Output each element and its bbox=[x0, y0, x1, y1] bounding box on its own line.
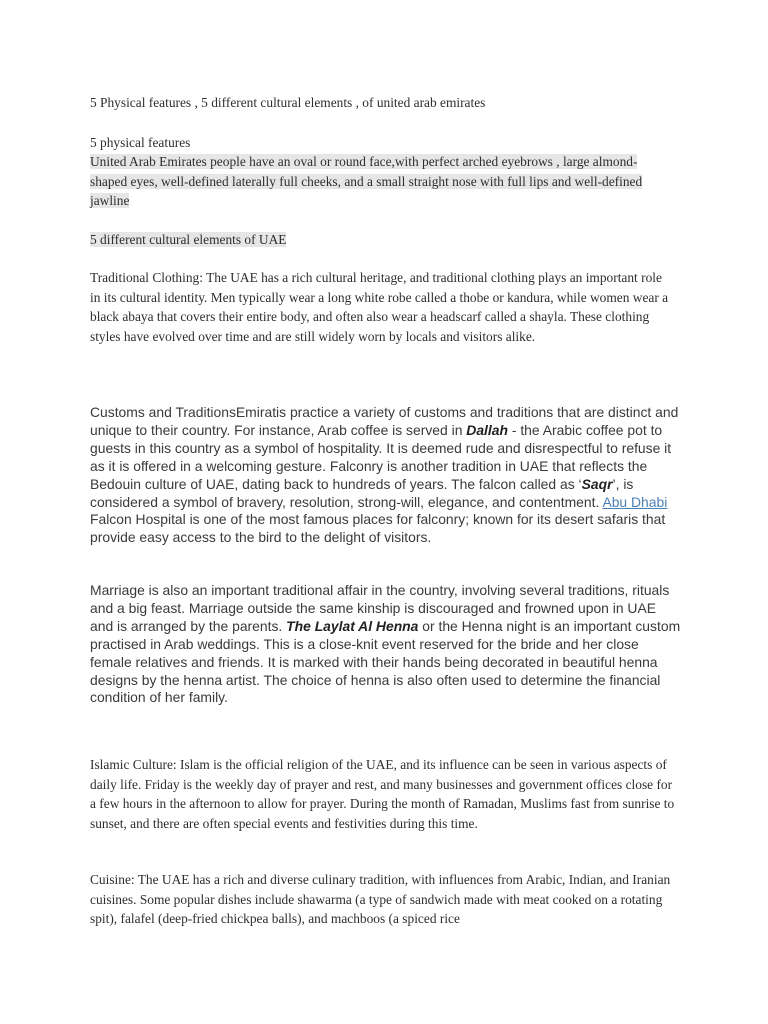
dallah-term: Dallah bbox=[466, 421, 508, 438]
cultural-elements-heading-text: 5 different cultural elements of UAE bbox=[90, 232, 287, 247]
cuisine-paragraph: Cuisine: The UAE has a rich and diverse culinary tradition, with influences from Arabic, Indian, and Iranian cuisines. Some popular dishes include shawarma (a type of sandwich made with meat cooked on a rotating spit), falafel (deep-fried chickpea balls), and machboos (a spiced rice bbox=[90, 872, 671, 927]
marriage-text-2: or the Henna night is an important custom practised in Arab weddings. This is a close-knit event reserved for the bride and her close female relatives and friends. It is marked with their hands being decorated in beautiful henna designs by the henna artist. The choice of henna is also often used to determine the financial condition of her family. bbox=[90, 617, 681, 706]
customs-text-4: Falcon Hospital is one of the most famous places for falconry; known for its desert safaris that provide easy access to the bird to the delight of visitors. bbox=[90, 511, 666, 546]
customs-text-3: ’, is considered a symbol of bravery, resolution, strong-will, elegance, and contentment. bbox=[90, 475, 634, 510]
customs-text-1: Customs and TraditionsEmiratis practice a variety of customs and traditions that are distinct and unique to their country. For instance, Arab coffee is served in bbox=[90, 404, 679, 438]
document-title: 5 Physical features , 5 different cultural elements , of united arab emirates bbox=[90, 95, 486, 110]
marriage-text-1: Marriage is also an important traditional affair in the country, involving several traditions, rituals and a big feast. Marriage outside the same kinship is discouraged and frowned upon in UAE and is arranged by the parents. bbox=[90, 582, 670, 634]
customs-text-2: - the Arabic coffee pot to guests in this country as a symbol of hospitality. It is deemed rude and disrespectful to refuse it as it is offered in a welcoming gesture. Falconry is another tradition in UAE that reflects the Bedouin culture of UAE, dating back to hundreds of years. The falcon called as ‘ bbox=[90, 421, 672, 492]
physical-features-heading: 5 physical features bbox=[90, 135, 191, 150]
saqr-term: Saqr bbox=[581, 475, 613, 492]
abu-dhabi-link[interactable]: Abu Dhabi bbox=[602, 493, 668, 510]
islamic-culture-paragraph: Islamic Culture: Islam is the official religion of the UAE, and its influence can be seen in various aspects of daily life. Friday is the weekly day of prayer and rest, and many businesses and government offices close for a few hours in the afternoon to allow for prayer. During the month of Ramadan, Muslims fast from sunrise to sunset, and there are often special events and festivities during this time. bbox=[90, 757, 675, 831]
marriage-paragraph bbox=[90, 582, 682, 707]
physical-features-text: United Arab Emirates people have an oval or round face,with perfect arched eyebrows , large almond-shaped eyes, well-defined laterally full cheeks, and a small straight nose with full lips and well-defined jawline bbox=[90, 154, 643, 209]
traditional-clothing-paragraph: Traditional Clothing: The UAE has a rich cultural heritage, and traditional clothing plays an important role in its cultural identity. Men typically wear a long white robe called a thobe or kandura, while women wear a black abaya that covers their entire body, and often also wear a headscarf called a shayla. These clothing styles have evolved over time and are still widely worn by locals and visitors alike. bbox=[90, 270, 669, 344]
cultural-elements-heading bbox=[90, 230, 680, 250]
customs-traditions-paragraph bbox=[90, 404, 682, 547]
laylat-al-henna-term: The Laylat Al Henna bbox=[286, 617, 419, 634]
physical-features-paragraph bbox=[90, 152, 662, 211]
